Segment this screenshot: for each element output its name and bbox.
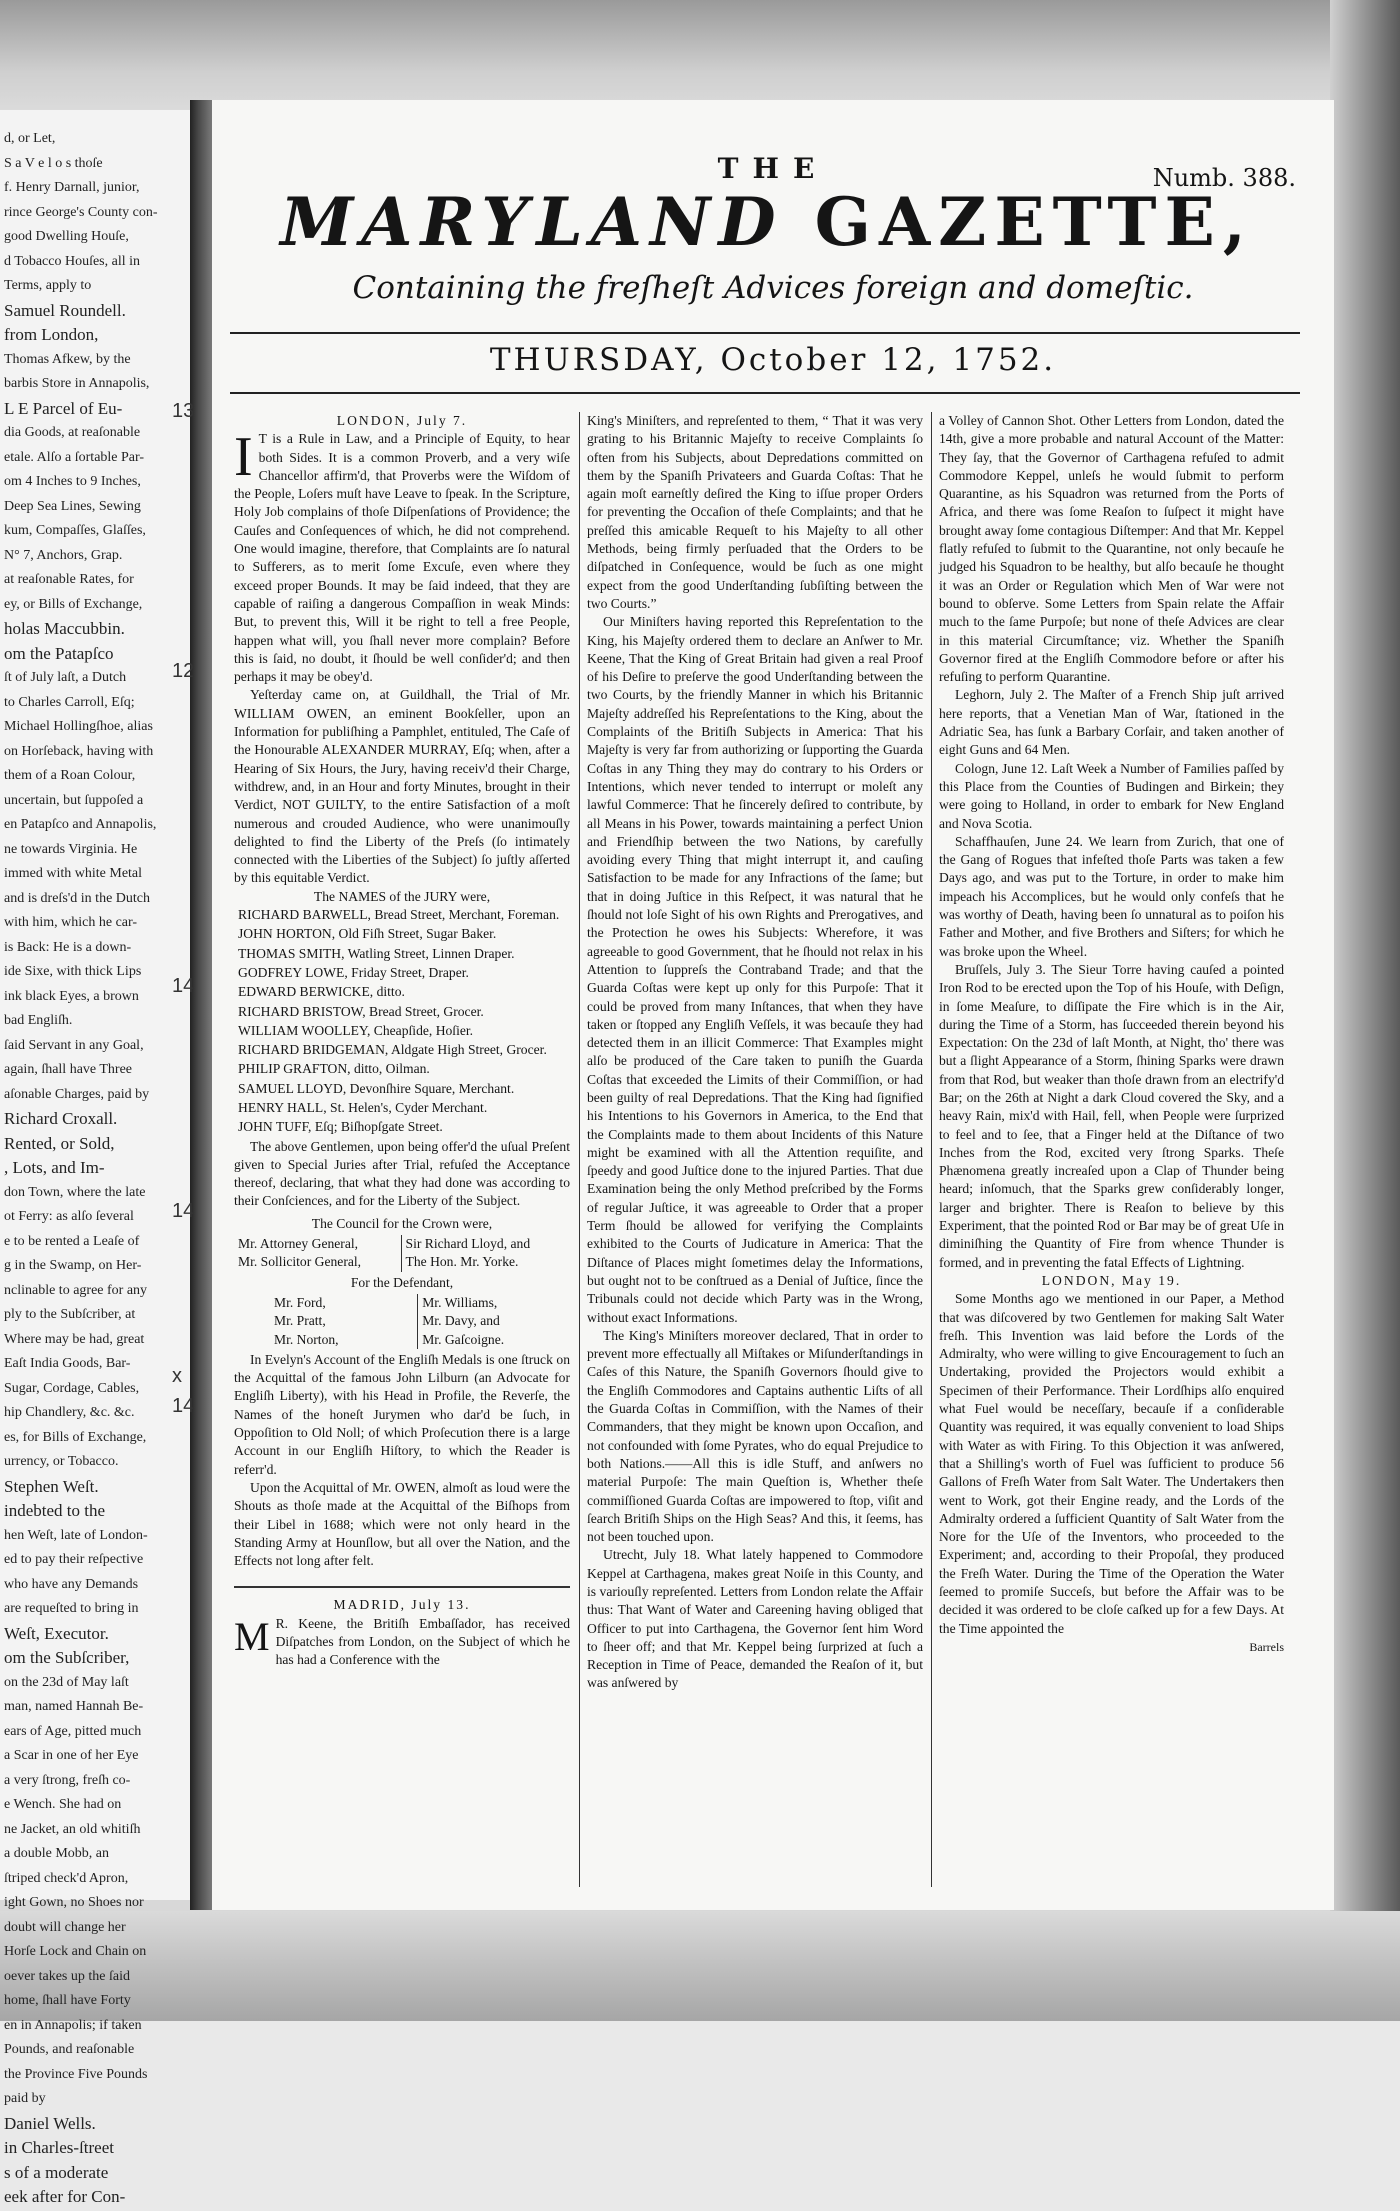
- jury-list: [234, 906, 570, 1137]
- counsel-name: Mr. Ford,: [274, 1294, 326, 1310]
- left-page-line: d Tobacco Houſes, all in: [4, 253, 141, 269]
- juror-entry: WILLIAM WOOLLEY, Cheapſide, Hoſier.: [238, 1022, 474, 1038]
- left-page-line: eek after for Con-: [4, 2187, 126, 2206]
- left-page-line: om the Subſcriber,: [4, 1648, 130, 1667]
- left-page-line: uncertain, but ſuppoſed a: [4, 792, 144, 808]
- jury-heading: The NAMES of the JURY were,: [313, 888, 491, 904]
- left-page-line: and is dreſs'd in the Dutch: [4, 890, 150, 906]
- left-page-line: hen Weſt, late of London-: [4, 1527, 148, 1543]
- dateline-london-may: LONDON, May 19.: [1041, 1272, 1182, 1288]
- left-page-line: kum, Compaſſes, Glaſſes,: [4, 523, 146, 538]
- paragraph-moreover: The King's Miniſters moreover declared, That in order to prevent more effectually all Miſtakes or Miſunderſtandings in Caſes of this Nature, the Spaniſh Governors ſhould give to the Engliſh Commodores and Captains authentic Liſts of all the Guarda Coſtas in Commiſſion, with the Names of their Commanders, that they might be known upon Occaſion, and not confounded with ſome Pyrates, who do equal Prejudice to both Nations.——All this is idle Stuff, and anſwers no material Purpoſe: The main Queſtion is, Whether theſe commiſſioned Guarda Coſtas are impowered to ſtop, viſit and ſearch Britiſh Ships on the High Seas? And this, it ſeems, has not been touched upon.: [587, 1327, 923, 1545]
- counsel-name: Mr. Sollicitor General,: [238, 1254, 362, 1270]
- margin-mark: 14: [172, 975, 195, 997]
- left-page-line: home, ſhall have Forty: [4, 1993, 131, 2008]
- paragraph-brussels: Bruſſels, July 3. The Sieur Torre having cauſed a pointed Iron Rod to be erected upon the Top of his Houſe, with Deſign, in ſome Meaſure, to diſſipate the Fire which is in the Air, during the Time of a Storm, has ſucceeded therein beyond his Expectation: On the 23d of laſt Month, at Night, tho' there was but a ſlight Appearance of a Storm, ſhining Sparks were drawn from that Rod, but weaker than thoſe drawn from an electrify'd Bar; on the 26th at Night a dark Cloud covered the Sky, and a heavy Rain, mix'd with Hail, fell, when People were ſurprized to feel and to ſee, that a Finger held at the Diſtance of two Inches from the Rod, excited very ſtrong Sparks. Theſe Phænomena greatly increaſed upon a Clap of Thunder being heard; inſomuch, that the Sparks grew conſiderably longer, larger and brighter. There is Reaſon to believe by this Experiment, that the pointed Rod or Bar may be of great Uſe in diminiſhing the Quantity of Fire from whence Thunder is formed, and in preventing the fatal Effects of Lightning.: [939, 961, 1284, 1270]
- paragraph-gentlemen: The above Gentlemen, upon being offer'd the uſual Preſent given to Special Juries after Trial, refuſed the Acceptance thereof, declaring, that what they had done was according to their Conſciences, and for the Liberty of the Subject.: [234, 1138, 570, 1209]
- left-page-line: es, for Bills of Exchange,: [4, 1429, 147, 1445]
- margin-mark: 12: [172, 660, 195, 682]
- left-page-line: ſt of July laſt, a Dutch: [4, 670, 127, 685]
- left-page-line: to Charles Carroll, Eſq;: [4, 694, 135, 710]
- left-page-line: again, ſhall have Three: [4, 1062, 133, 1077]
- left-page-line: in Charles-ſtreet: [4, 2138, 114, 2157]
- paragraph-volley: a Volley of Cannon Shot. Other Letters from London, dated the 14th, give a more probable and natural Account of the Matter: They ſay, that the Governor of Carthagena refuſed to admit Commodore Keppel, unleſs he would ſubmit to perform Quarantine, as his Squadron was returned from the Ports of Africa, and there was ſome Reaſon to ſuſpect it might have brought away ſome contagious Diſtemper: And that Mr. Keppel flatly refuſed to ſubmit to the Quarantine, not only becauſe he judged his Squadron to be healthy, but alſo becauſe he thought it was an Order or Regulation which Men of War were not bound to obſerve. Some Letters from Spain relate the Affair much to the ſame Purpoſe; but none of theſe Advices are clear in this material Circumſtance; viz. Whether the Spaniſh Governor fired at the Engliſh Commodore before or after his refuſing to perform Quarantine.: [939, 413, 1284, 685]
- left-page-line: ne Jacket, an old whitiſh: [4, 1821, 141, 1837]
- left-page-line: en Patapſco and Annapolis,: [4, 817, 157, 832]
- masthead-rule-top: [230, 332, 1300, 334]
- left-page-line: L E Parcel of Eu-: [4, 398, 123, 418]
- article-opening: [234, 426, 570, 686]
- defendant-heading: For the Defendant,: [350, 1274, 454, 1290]
- defendant-left: [234, 1294, 418, 1349]
- counsel-name: Mr. Attorney General,: [238, 1236, 359, 1252]
- column-2: [587, 412, 923, 1693]
- left-page-line: Where may be had, great: [4, 1331, 145, 1347]
- left-page-line: man, named Hannah Be-: [4, 1699, 144, 1714]
- masthead-title-upright: GAZETTE,: [814, 183, 1254, 261]
- scan-shadow-bottom: [0, 1911, 1400, 2021]
- juror-entry: RICHARD BARWELL, Bread Street, Merchant, Foreman.: [238, 907, 560, 923]
- defendant-table: [234, 1294, 570, 1349]
- left-page-line: Richard Croxall.: [4, 1109, 118, 1128]
- left-page-line: s of a moderate: [4, 2162, 109, 2182]
- paragraph-salt-water: Some Months ago we mentioned in our Paper, a Method that was diſcovered by two Gentlemen for making Salt Water freſh. This Invention was laid before the Lords of the Admiralty, who were willing to give Encouragement to ſuch an Undertaking, provided the Projectors would exhibit a Specimen of their Performance. Their Lordſhips alſo enquired what Fuel would be neceſſary, becauſe if a conſiderable Quantity was required, it was equally convenient to load Ships with Water as with Firing. To this Objection it was anſwered, that a Shilling's worth of Fuel was ſufficient to produce 56 Gallons of Freſh Water from Salt Water. The Undertakers then went to Work, got their Engine ready, and the Lords of the Admiralty ordered a ſufficient Quantity of Salt Water from the Nore for the Uſe of the Inventors, who proceeded to the Experiment; and, according to their Propoſal, they produced the Freſh Water. During the Time of the Operation the Water ſeemed to promiſe Succeſs, but before the Affair was to be decided it was ordered to be cloſe caſked up for a few Days. At the Time appointed the: [939, 1291, 1284, 1636]
- margin-mark: 14: [172, 1200, 195, 1222]
- left-page-line: S a V e l o s thoſe: [4, 155, 103, 171]
- left-page-line: Terms, apply to: [4, 278, 92, 293]
- counsel-name: Mr. Gaſcoigne.: [422, 1331, 505, 1347]
- paragraph-text: R. Keene, the Britiſh Embaſſador, has received Diſpatches from London, on the Subject of which he has had a Conference with the: [275, 1615, 570, 1668]
- left-page-line: ide Sixe, with thick Lips: [4, 964, 142, 979]
- juror-entry: PHILIP GRAFTON, ditto, Oilman.: [238, 1061, 430, 1077]
- left-page-line: Samuel Roundell.: [4, 300, 126, 320]
- juror-entry: SAMUEL LLOYD, Devonſhire Square, Merchant.: [238, 1080, 515, 1096]
- left-page-line: Pounds, and reaſonable: [4, 2042, 135, 2057]
- left-page-line: Weſt, Executor.: [4, 1623, 109, 1643]
- left-page-line: ey, or Bills of Exchange,: [4, 596, 143, 612]
- catchword: Barrels: [1249, 1639, 1284, 1654]
- left-page-line: ight Gown, no Shoes nor: [4, 1895, 144, 1910]
- crown-council-right: [401, 1235, 570, 1272]
- left-page-line: , Lots, and Im-: [4, 1158, 105, 1177]
- left-page-line: on Horſeback, having with: [4, 743, 154, 759]
- left-page-line: ſtriped check'd Apron,: [4, 1870, 129, 1886]
- masthead-subtitle: Containing the freſheſt Advices foreign and domeſtic.: [352, 270, 1194, 306]
- paragraph-ministers-reported: Our Miniſters having reported this Repreſentation to the King, his Majeſty ordered them to declare an Anſwer to Mr. Keene, That the King of Great Britain had given a real Proof of his Deſire to preſerve the good Underſtanding between the two Courts, by the friendly Manner in which his Britannic Majeſty addreſſed his Repreſentations to the King, about the Complaints of the Britiſh Subjects in America: That his Majeſty is very far from authorizing or ſupporting the Guarda Coſtas in any Thing they may do contrary to his Orders or Intentions, which never tended to interrupt or moleſt any lawful Commerce: That he ſincerely deſired to contribute, by all Means in his Power, towards maintaining a perfect Union and Friendſhip between the two Nations, by carefully avoiding every Thing that might interrupt it, and cauſing Satisfaction to be made for any Infractions of the ſame; but that in doing Juſtice in this Reſpect, it was natural that he ſhould not loſe Sight of his own Rights and Prerogatives, and the Protection he owes his Subjects: Wherefore, it was agreeable to good Government, that he ſhould not relax in his Attention to ſuppreſs the Contraband Trade; and that the Guarda Coſtas were kept up only for this Purpoſe: That it could be proved from many Inſtances, that when they have taken or ſtopped any Engliſh Veſſels, it was becauſe they had detected them in an illicit Commerce: That Examples might alſo be produced of the Care taken to puniſh the Guarda Coſtas that exceeded the Limits of their Commiſſion, or had been guilty of real Depredations. That the King had ſignified his Intentions to his Governors in America, to the End that the Complaints made to them about Incidents of this Nature might be examined with all the Attention requiſite, and ſpeedy and good Juſtice done to the injured Parties. That due Examination being the only Method preſcribed by the Forms of regular Juſtice, it was agreeable to Order that a proper Term ſhould be allowed for verifying the Complaints exhibited to the Courts of Judicature in America: That the Diſtance of Places might ſometimes delay the Informations, but ought not to be conſtrued as a Denial of Juſtice, ſince the Tribunals could not decide which Party was in the Wrong, without exact Informations.: [587, 614, 923, 1325]
- juror-entry: JOHN HORTON, Old Fiſh Street, Sugar Baker.: [238, 926, 497, 942]
- left-page-line: Sugar, Cordage, Cables,: [4, 1380, 140, 1396]
- paragraph-leghorn: Leghorn, July 2. The Maſter of a French Ship juſt arrived here reports, that a Venetian Man of War, ſtationed in the Adriatic Sea, has ſunk a Barbary Corſair, and taken another of eight Guns and 64 Men.: [939, 687, 1284, 758]
- left-page-line: ne towards Virginia. He: [4, 841, 138, 857]
- left-page-line: is Back: He is a down-: [4, 939, 132, 955]
- book-gutter: [190, 100, 212, 1910]
- paragraph-trial: Yeſterday came on, at Guildhall, the Trial of Mr. WILLIAM OWEN, an eminent Bookſeller, upon an Information for publiſhing a Pamphlet, entituled, The Caſe of the Honourable ALEXANDER MURRAY, Eſq; when, after a Hearing of Six Hours, the Jury, having receiv'd their Charge, withdrew, and, in an Hour and forty Minutes, brought in their Verdict, NOT GUILTY, to the entire Satisfaction of a moſt numerous and crouded Audience, who were unanimouſly delighted to find the Liberty of the Preſs (ſo intimately connected with the Liberties of the Subject) ſo juſtly aſſerted by this equitable Verdict.: [234, 687, 570, 886]
- margin-mark: 13: [172, 400, 195, 422]
- left-page-line: ink black Eyes, a brown: [4, 988, 139, 1004]
- defendant-right: [418, 1294, 570, 1349]
- margin-mark: x: [172, 1365, 182, 1387]
- left-page-text: [4, 128, 174, 2211]
- paragraph-acquittal: Upon the Acquittal of Mr. OWEN, almoſt as loud were the Shouts as thoſe made at the Acquittal of the Biſhops from their Libel in 1688; which were not only heard in the Standing Army at Hounſlow, but all over the Nation, and the Effects not long after felt.: [234, 1479, 570, 1569]
- juror-entry: JOHN TUFF, Eſq; Biſhopſgate Street.: [238, 1119, 443, 1135]
- left-page-line: ot Ferry: as alſo ſeveral: [4, 1209, 134, 1224]
- left-page-line: aſonable Charges, paid by: [4, 1086, 150, 1102]
- left-page-line: ears of Age, pitted much: [4, 1723, 142, 1739]
- left-page-line: nclinable to agree for any: [4, 1282, 148, 1298]
- left-page-line: e Wench. She had on: [4, 1797, 122, 1812]
- left-page-line: etale. Alſo a ſortable Par-: [4, 449, 145, 465]
- masthead-title: [242, 182, 1292, 262]
- left-page-line: at reaſonable Rates, for: [4, 572, 134, 587]
- newspaper-page: [212, 100, 1334, 1910]
- paragraph-cologn: Cologn, June 12. Laſt Week a Number of Families paſſed by this Place from the Counties of Budingen and Birkein; they were going to Holland, in order to embark for New England and Nova Scotia.: [939, 760, 1284, 831]
- masthead-title-italic: MARYLAND: [280, 183, 784, 261]
- left-page-line: doubt will change her: [4, 1919, 126, 1935]
- juror-entry: GODFREY LOWE, Friday Street, Draper.: [238, 964, 469, 980]
- left-page-line: are requeſted to bring in: [4, 1601, 139, 1616]
- left-page-line: on the 23d of May laſt: [4, 1674, 129, 1690]
- left-page-line: dia Goods, at reaſonable: [4, 425, 141, 440]
- left-page-line: holas Maccubbin.: [4, 619, 125, 638]
- left-page-line: oever takes up the ſaid: [4, 1968, 130, 1984]
- column-rule-1: [579, 412, 580, 1887]
- left-page-line: ply to the Subſcriber, at: [4, 1307, 136, 1322]
- left-page-line: a double Mobb, an: [4, 1846, 109, 1861]
- left-page-line: don Town, where the late: [4, 1184, 146, 1200]
- masthead-rule-bottom: [230, 392, 1300, 394]
- left-page-line: om the Patapſco: [4, 643, 114, 663]
- left-page-line: g in the Swamp, on Her-: [4, 1258, 142, 1273]
- left-page-line: Thomas Afkew, by the: [4, 351, 131, 367]
- left-page-line: om 4 Inches to 9 Inches,: [4, 474, 141, 489]
- left-page-line: rince George's County con-: [4, 204, 158, 220]
- counsel-name: Mr. Williams,: [422, 1294, 498, 1310]
- drop-cap: I: [234, 426, 253, 489]
- left-page-line: d, or Let,: [4, 131, 56, 146]
- issue-date: THURSDAY, October 12, 1752.: [489, 342, 1057, 378]
- left-facing-page: [0, 110, 190, 2206]
- counsel-name: The Hon. Mr. Yorke.: [405, 1254, 519, 1270]
- crown-council-left: [234, 1235, 401, 1272]
- juror-entry: EDWARD BERWICKE, ditto.: [238, 984, 405, 1000]
- left-page-line: who have any Demands: [4, 1576, 139, 1592]
- left-page-line: a Scar in one of her Eye: [4, 1748, 139, 1763]
- left-page-line: N° 7, Anchors, Grap.: [4, 547, 123, 563]
- left-page-line: Michael Hollingſhoe, alias: [4, 719, 153, 734]
- counsel-name: Sir Richard Lloyd, and: [405, 1236, 531, 1252]
- left-page-line: Rented, or Sold,: [4, 1133, 115, 1153]
- left-page-line: Eaſt India Goods, Bar-: [4, 1356, 131, 1371]
- masthead-the: THE: [717, 152, 829, 185]
- paragraph-kings-ministers: King's Miniſters, and repreſented to them, “ That it was very grating to his Britannic Majeſty to receive Complaints ſo often from his Subjects, about Depredations committed on them by the Spaniſh Privateers and Guarda Coſtas: That he again moſt earneſtly deſired the King to iſſue proper Orders for preventing the Occaſion of theſe Complaints; and that he preſſed this amicable Requeſt to his Majeſty to all other Methods, being firmly perſuaded that the Orders to be diſpatched in Conſequence, would be ſuch as one might expect from the good Underſtanding ſubſiſting between the two Courts.”: [587, 413, 923, 611]
- left-page-line: ſaid Servant in any Goal,: [4, 1037, 144, 1053]
- left-page-line: indebted to the: [4, 1501, 106, 1520]
- left-page-line: the Province Five Pounds: [4, 2066, 148, 2082]
- drop-cap-m: M: [234, 1613, 270, 1659]
- crown-council-table: [234, 1235, 570, 1272]
- left-page-line: them of a Roan Colour,: [4, 768, 136, 783]
- left-page-line: urrency, or Tobacco.: [4, 1454, 119, 1469]
- paragraph-text: T is a Rule in Law, and a Principle of Equity, to hear both Sides. It is a common Proverb, and a very wiſe Chancellor affirm'd, that Proverbs were the Wiſdom of the People, Loſers muſt have Leave to ſpeak. In the Scripture, Holy Job complains of thoſe Diſpenſations of Providence; the Cauſes and Conſequences of which, he did not comprehend. One would imagine, therefore, that Complaints are ſo natural to Sufferers, as to merit ſome Excuſe, even where they exceed proper Bounds. It may be ſaid indeed, that they are capable of raiſing a dangerous Compaſſion in weak Minds: But, to prevent this, Will it be right to tell a free People, happen what will, you ſhall never more complain? Before this is ſaid, no doubt, it ſhould be well conſider'd; and then perhaps it may be obey'd.: [234, 431, 570, 685]
- left-page-line: barbis Store in Annapolis,: [4, 376, 150, 391]
- paragraph-utrecht: Utrecht, July 18. What lately happened to Commodore Keppel at Carthagena, makes great Noiſe in this County, and is variouſly repreſented. Letters from London relate the Affair thus: That Want of Water and Careening having obliged that Officer to put into Carthagena, the Governor ſent him Word to ſheer off; and that Mr. Keppel being ſurprized at ſuch a Reception in Time of Peace, demanded the Reaſon of it, but was anſwered by: [587, 1547, 923, 1691]
- left-page-line: hip Chandlery, &c. &c.: [4, 1405, 135, 1420]
- left-page-line: en in Annapolis; if taken: [4, 2017, 142, 2033]
- juror-entry: HENRY HALL, St. Helen's, Cyder Merchant.: [238, 1099, 488, 1115]
- paragraph-evelyn: In Evelyn's Account of the Engliſh Medals is one ſtruck on the Acquittal of the famous John Lilburn (an Advocate for Engliſh Liberty), with his Head in Profile, the Reverſe, the Names of the honeſt Jurymen who dar'd be ſuch, in Oppoſition to Old Noll; of which Proſecution there is a large Account in our Engliſh Hiſtory, to which the Reader is referr'd.: [234, 1351, 570, 1477]
- column-rule-2: [931, 412, 932, 1887]
- juror-entry: THOMAS SMITH, Watling Street, Linnen Draper.: [238, 945, 515, 961]
- dateline-london: LONDON, July 7.: [336, 413, 468, 428]
- left-page-line: ed to pay their reſpective: [4, 1552, 144, 1567]
- paragraph-madrid: [234, 1615, 570, 1670]
- paragraph-schaffhausen: Schaffhauſen, June 24. We learn from Zurich, that one of the Gang of Rogues that infeſted thoſe Parts was taken a few Days ago, and was put to the Torture, in order to make him impeach his Accomplices, but he would only confeſs that he was worthy of Death, having been ſo unnatural as to poiſon his Father and Mother, and five Brothers and Siſters; for which he was broke upon the Wheel.: [939, 833, 1284, 959]
- column-1: [234, 412, 570, 1670]
- margin-mark: 14: [172, 1395, 195, 1417]
- left-page-line: Deep Sea Lines, Sewing: [4, 498, 141, 514]
- juror-entry: RICHARD BRISTOW, Bread Street, Grocer.: [238, 1003, 484, 1019]
- left-page-line: Stephen Weſt.: [4, 1476, 99, 1496]
- left-page-line: f. Henry Darnall, junior,: [4, 180, 140, 195]
- counsel-name: Mr. Davy, and: [422, 1313, 500, 1329]
- left-page-line: with him, which he car-: [4, 915, 138, 930]
- left-page-line: Horſe Lock and Chain on: [4, 1944, 147, 1959]
- crown-council-heading: The Council for the Crown were,: [311, 1215, 493, 1231]
- left-page-line: from London,: [4, 325, 99, 344]
- left-page-line: immed with white Metal: [4, 866, 143, 881]
- left-page-line: a very ſtrong, freſh co-: [4, 1772, 131, 1788]
- juror-entry: RICHARD BRIDGEMAN, Aldgate High Street, Grocer.: [238, 1042, 547, 1058]
- issue-number: Numb. 388.: [1152, 164, 1296, 192]
- left-page-line: good Dwelling Houſe,: [4, 229, 129, 244]
- left-page-line: e to be rented a Leaſe of: [4, 1233, 140, 1249]
- left-page-line: bad Engliſh.: [4, 1013, 73, 1028]
- counsel-name: Mr. Norton,: [274, 1331, 339, 1347]
- scan-shadow-right: [1330, 0, 1400, 2021]
- column-3: [939, 412, 1284, 1656]
- counsel-name: Mr. Pratt,: [274, 1313, 326, 1329]
- dateline-madrid: MADRID, July 13.: [234, 1586, 570, 1614]
- left-page-line: paid by: [4, 2091, 46, 2106]
- left-page-line: Daniel Wells.: [4, 2113, 96, 2133]
